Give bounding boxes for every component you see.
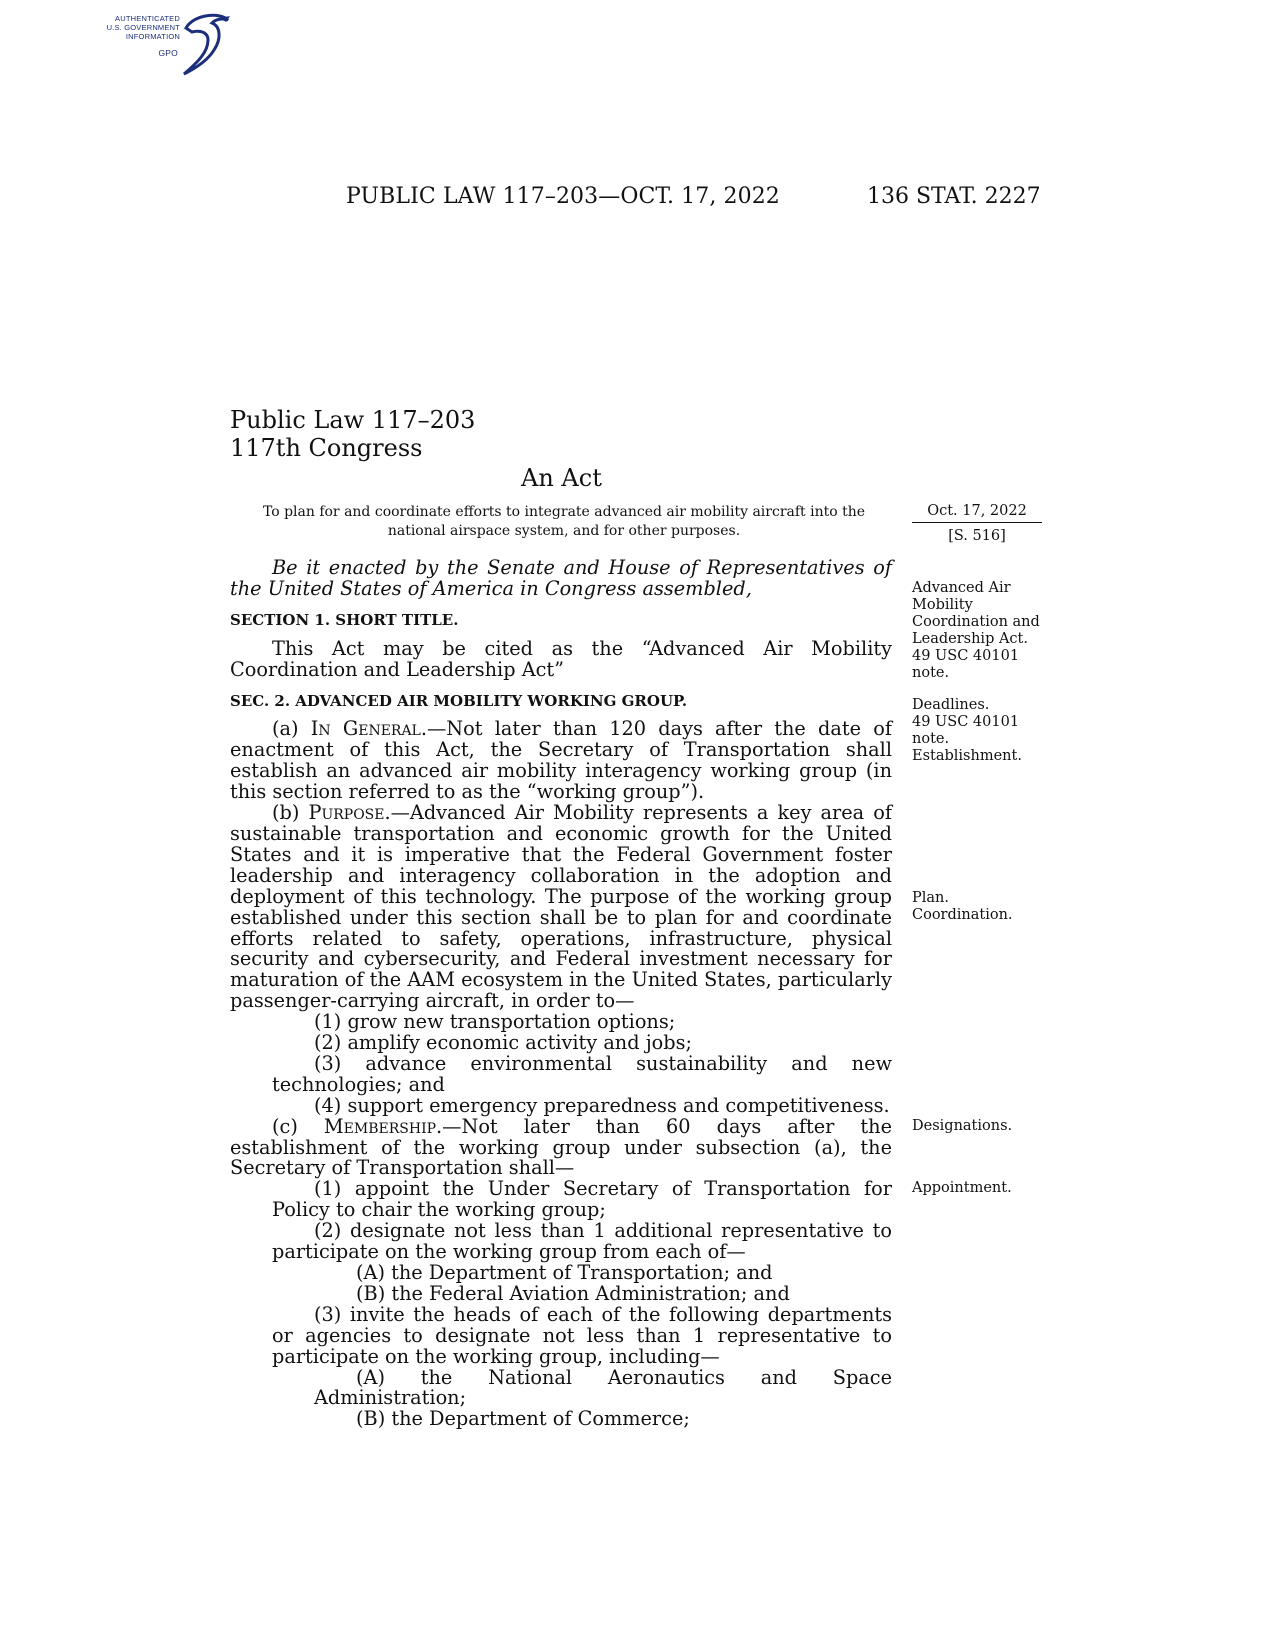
- margin-note-designations: Designations.: [912, 1118, 1013, 1134]
- paragraph-b4: (4) support emergency preparedness and competitiveness.: [314, 1093, 890, 1117]
- congress-number: 117th Congress: [230, 434, 423, 462]
- margin-note-line: 49 USC 40101: [912, 648, 1020, 664]
- section-2-heading: SEC. 2. ADVANCED AIR MOBILITY WORKING GROUP.: [230, 691, 688, 710]
- section-1-text: This Act may be cited as the “Advanced Air Mobility Coordination and Leadership Act”: [230, 636, 892, 681]
- subparagraph-c2b: (B) the Federal Aviation Administration; and: [356, 1281, 790, 1305]
- subsection-a-heading: In General: [310, 717, 421, 741]
- margin-note-line: 49 USC 40101: [912, 714, 1020, 730]
- margin-note-line: Advanced Air: [912, 580, 1011, 596]
- margin-note-line: Mobility: [912, 597, 973, 613]
- margin-note-line: note.: [912, 665, 950, 681]
- paragraph-b3: (3) advance environmental sustainability and new technologies; and: [272, 1051, 892, 1096]
- subsection-b-label: (b): [272, 801, 309, 825]
- subsection-a: [230, 719, 892, 803]
- enacting-clause: Be it enacted by the Senate and House of Representatives of the United States of America in Congress assembled,: [230, 556, 892, 600]
- margin-note-line: Deadlines.: [912, 697, 990, 713]
- seal-line-3: INFORMATION: [125, 32, 180, 41]
- subsection-c-heading: Membership: [323, 1114, 437, 1138]
- margin-note-deadlines: [912, 697, 1052, 765]
- subsection-c-text: .—Not later than 60 days after the establishment of the working group under subsection (a), the Secretary of Transportation shall—: [230, 1114, 892, 1180]
- subparagraph-c3b: (B) the Department of Commerce;: [356, 1407, 690, 1431]
- eagle-icon: [176, 10, 236, 76]
- public-law-heading: [230, 406, 475, 462]
- margin-note-line: Coordination.: [912, 907, 1013, 923]
- subsection-b: [230, 803, 892, 1012]
- margin-note-plan: [912, 890, 1052, 924]
- subsection-b-heading: Purpose: [308, 801, 385, 825]
- subsection-a-label: (a): [272, 717, 311, 741]
- paragraph-b2: (2) amplify economic activity and jobs;: [314, 1031, 693, 1055]
- subsection-c: [230, 1114, 892, 1180]
- paragraph-b1: (1) grow new transportation options;: [314, 1010, 676, 1034]
- margin-note-line: note.: [912, 731, 950, 747]
- subsection-b-text: .—Advanced Air Mobility represents a key area of sustainable transportation and economic growth for the United States and it is imperative that the Federal Government foster leadership and interagency collaboration in the adoption and deployment of this technology. The purpose of the working group established under this section shall be to plan for and coordinate efforts related to safety, operations, infrastructure, physical security and cybersecurity, and Federal investment necessary for maturation of the AAM ecosystem in the United States, particularly passenger-carrying aircraft, in order to—: [230, 801, 892, 1013]
- act-title: An Act: [521, 464, 602, 492]
- paragraph-c2: (2) designate not less than 1 additional representative to participate on the working group from each of—: [272, 1219, 892, 1264]
- running-head: PUBLIC LAW 117–203—OCT. 17, 2022: [346, 184, 780, 209]
- margin-note-line: Coordination and: [912, 614, 1040, 630]
- gpo-authentication-seal: [96, 10, 236, 76]
- margin-note-line: Establishment.: [912, 748, 1022, 764]
- seal-line-1: AUTHENTICATED: [115, 14, 180, 23]
- section-1-heading: SECTION 1. SHORT TITLE.: [230, 610, 459, 629]
- margin-note-appointment: Appointment.: [912, 1180, 1012, 1196]
- subparagraph-c2a: (A) the Department of Transportation; and: [356, 1261, 773, 1284]
- act-body: [230, 558, 892, 1430]
- subsection-a-text: .—Not later than 120 days after the date of enactment of this Act, the Secretary of Transportation shall establish an advanced air mobility interagency working group (in this section referred to as the “working group”).: [230, 717, 892, 804]
- paragraph-c3: (3) invite the heads of each of the following departments or agencies to designate not less than 1 representative to participate on the working group, including—: [272, 1302, 892, 1368]
- paragraph-c1: (1) appoint the Under Secretary of Transportation for Policy to chair the working group;: [272, 1177, 892, 1222]
- public-law-number: Public Law 117–203: [230, 406, 476, 434]
- seal-mark: GPO: [158, 48, 178, 58]
- bill-number: [S. 516]: [948, 528, 1006, 544]
- subparagraph-c3a: (A) the National Aeronautics and Space Administration;: [314, 1365, 892, 1410]
- margin-note-line: Leadership Act.: [912, 631, 1028, 647]
- enactment-date: Oct. 17, 2022: [912, 503, 1042, 523]
- enactment-date-box: [912, 503, 1042, 544]
- margin-note-line: Plan.: [912, 890, 949, 906]
- subsection-c-label: (c): [272, 1114, 324, 1138]
- margin-note-short-title: [912, 580, 1052, 682]
- statutes-page-number: 136 STAT. 2227: [867, 184, 1041, 209]
- long-title: To plan for and coordinate efforts to integrate advanced air mobility aircraft into the national airspace system, and for other purposes.: [262, 504, 866, 539]
- seal-line-2: U.S. GOVERNMENT: [106, 23, 180, 32]
